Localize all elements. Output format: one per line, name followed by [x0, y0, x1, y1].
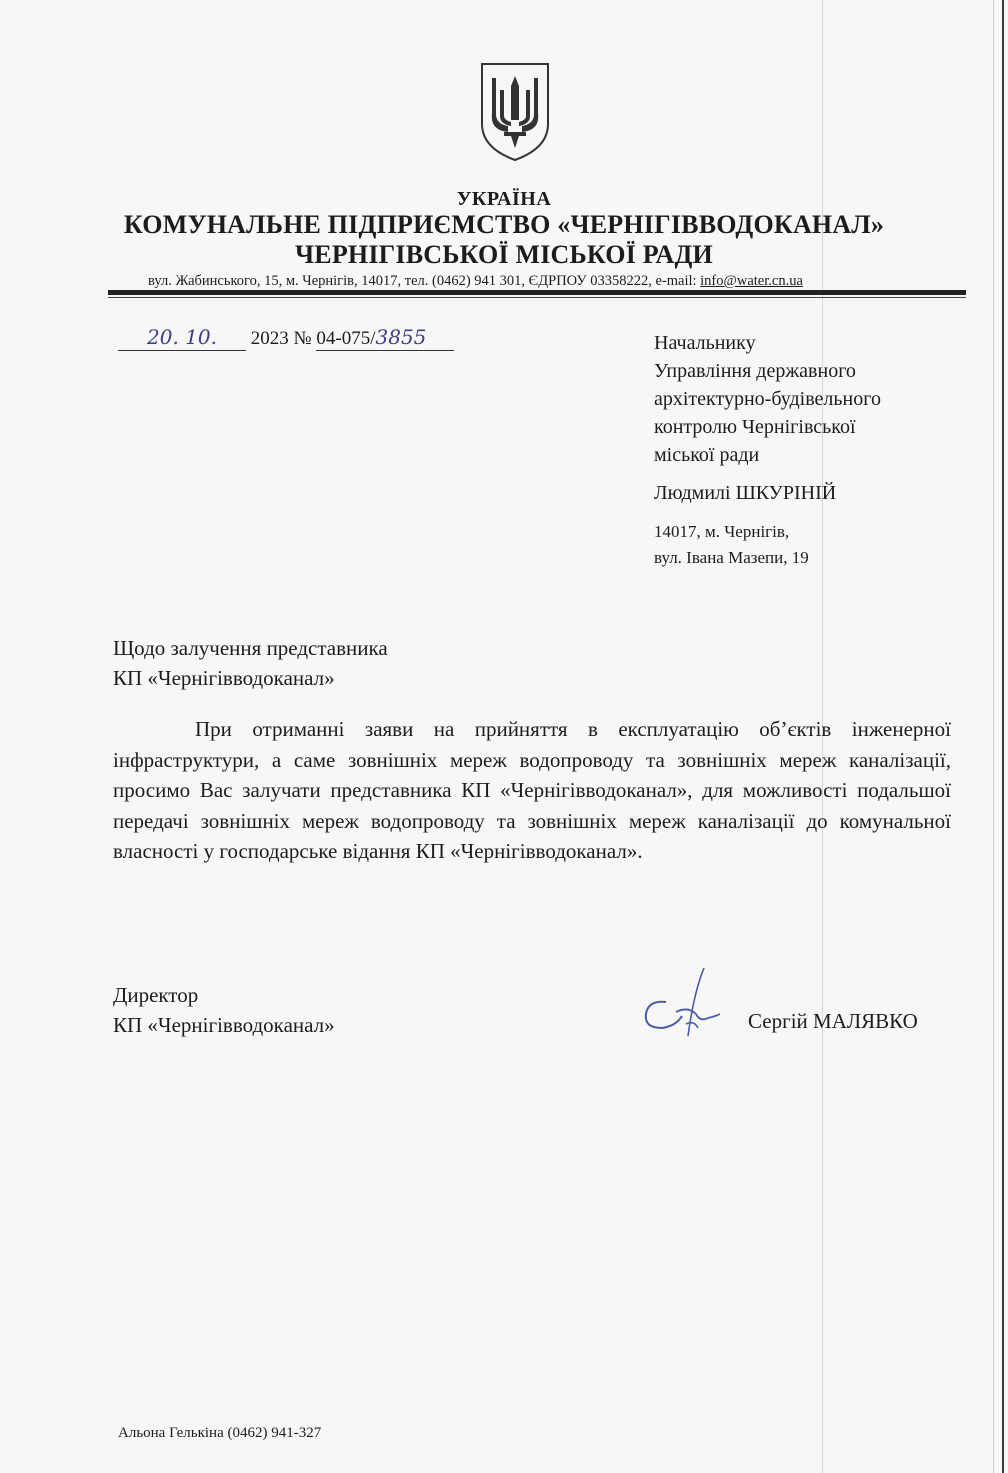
subject-line: КП «Чернігівводоканал» — [113, 666, 335, 690]
recipient-address — [654, 519, 809, 571]
organization-name: КОМУНАЛЬНЕ ПІДПРИЄМСТВО «ЧЕРНІГІВВОДОКАНАЛ» — [123, 210, 885, 239]
year-number-label: 2023 № — [250, 328, 312, 349]
address-line: 14017, м. Чернігів, — [654, 522, 790, 541]
recipient-line: архітектурно-будівельного — [654, 388, 881, 410]
trident-coat-of-arms-icon — [478, 60, 552, 164]
executor-contact: Альона Гелькіна (0462) 941-327 — [118, 1425, 322, 1441]
subject-line: Щодо залучення представника — [113, 636, 388, 660]
number-prefix: 04-075/ — [316, 328, 376, 349]
recipient-line: Управління державного — [654, 360, 856, 382]
recipient-block — [654, 329, 881, 469]
header-divider-thin — [108, 297, 966, 298]
letter-body — [113, 714, 951, 867]
number-field — [316, 325, 454, 351]
date-field — [118, 325, 246, 351]
header-divider — [108, 290, 966, 295]
body-paragraph: При отриманні заяви на прийняття в експлуатацію об’єктів інженерної інфраструктури, а саме зовнішніх мереж водопроводу та зовнішніх мереж каналізації, просимо Вас залучати представника КП «Чернігівводоканал», для можливості подальшої передачі зовнішніх мереж водопроводу та зовнішніх мереж каналізації до комунальної власності у господарське відання КП «Чернігівводоканал». — [113, 717, 951, 863]
organization-contacts — [148, 273, 803, 290]
position-line: Директор — [113, 983, 199, 1007]
handwritten-signature — [636, 962, 726, 1046]
recipient-name: Людмилі ШКУРІНІЙ — [654, 482, 837, 504]
letter-subject — [113, 633, 388, 693]
signatory-position — [113, 980, 335, 1040]
organization-affiliation: ЧЕРНІГІВСЬКОЇ МІСЬКОЇ РАДИ — [295, 240, 713, 269]
date-handwritten: 20. 10. — [147, 325, 217, 349]
recipient-line: міської ради — [654, 444, 760, 466]
signer-name: Сергій МАЛЯВКО — [748, 1009, 918, 1033]
contacts-address: вул. Жабинського, 15, м. Чернігів, 14017, тел. (0462) 941 301, ЄДРПОУ 03358222, e-mail: — [148, 273, 701, 289]
contacts-email-link[interactable]: info@water.cn.ua — [700, 273, 803, 289]
position-line: КП «Чернігівводоканал» — [113, 1013, 335, 1037]
country-name: УКРАЇНА — [456, 188, 552, 210]
recipient-line: контролю Чернігівської — [654, 416, 856, 438]
number-handwritten: 3855 — [375, 325, 427, 349]
recipient-line: Начальнику — [654, 332, 756, 354]
registration-line — [118, 325, 454, 351]
address-line: вул. Івана Мазепи, 19 — [654, 548, 809, 567]
